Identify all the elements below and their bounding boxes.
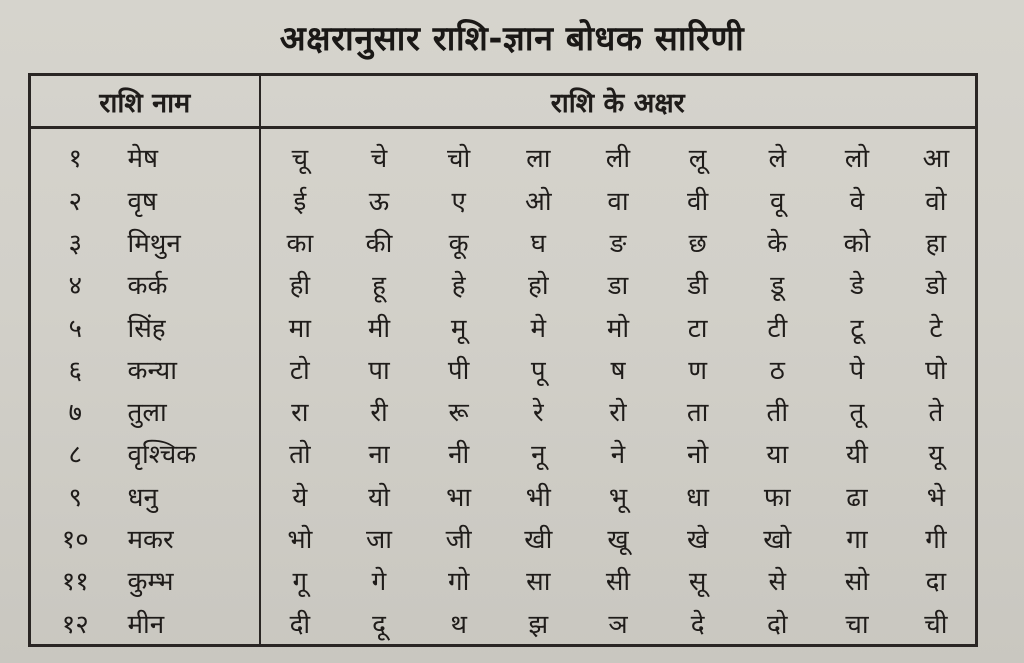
rashi-letter: सो [844,567,870,598]
rashi-letter: चा [845,609,869,640]
rashi-letter: फा [763,482,791,513]
rashi-letter: ते [928,398,944,429]
rashi-letter: पी [447,355,470,386]
header-rashi-letters: राशि के अक्षर [260,75,977,128]
rashi-name: सिंह [120,305,260,347]
rashi-letter: पा [368,355,390,386]
rashi-letter: डी [687,271,708,302]
rashi-letter: भी [525,482,551,513]
rashi-letter: गो [447,567,470,598]
rashi-letter: खे [686,524,709,555]
rashi-letter: पू [530,355,546,386]
rashi-letter: रा [291,398,309,429]
rashi-name: धनु [120,475,260,517]
rashi-letter: ही [289,271,311,302]
rashi-number: ५ [68,313,83,344]
rashi-letter: को [843,229,871,260]
rashi-number: ४ [68,271,83,302]
rashi-letter: ओ [525,186,552,217]
rashi-letter: तो [289,440,311,471]
rashi-letter: के [767,229,788,260]
rashi-letter: सी [605,567,631,598]
rashi-letter: दू [372,609,386,640]
rashi-letter: जी [445,524,472,555]
rashi-letter: ढा [846,482,868,513]
rashi-letter: चू [291,143,309,174]
rashi-name: मकर [120,517,260,559]
rashi-name: कुम्भ [120,559,260,601]
rashi-letter: पो [925,355,947,386]
rashi-letter: दी [289,609,311,640]
rashi-letter: वू [770,186,785,217]
rashi-name: कर्क [120,263,260,305]
rashi-letter: डे [849,271,864,302]
rashi-letter: यी [846,440,868,471]
rashi-letter: भा [446,482,472,513]
rashi-letter: हे [451,271,466,302]
rashi-name: मेष [120,128,260,179]
rashi-letter: ठ [769,355,785,386]
rashi-letter: रे [532,398,544,429]
rashi-letter: का [286,229,314,260]
rashi-name: मीन [120,601,260,645]
rashi-letter: जा [365,524,393,555]
rashi-letter-table [28,73,978,647]
rashi-letter: धा [686,482,709,513]
rashi-letter: नो [687,440,709,471]
rashi-name: वृश्चिक [120,432,260,474]
rashi-letter: डू [770,271,785,302]
page-title: अक्षरानुसार राशि-ज्ञान बोधक सारिणी [279,19,745,59]
rashi-letter: डो [925,271,947,302]
rashi-number: १ [68,143,83,174]
table-row [30,517,977,559]
rashi-number: १० [61,524,89,555]
rashi-letter: लो [844,143,870,174]
rashi-letter: ङ [609,229,627,260]
rashi-letter: पे [849,355,865,386]
rashi-letter: वी [687,186,709,217]
rashi-letter: या [766,440,789,471]
rashi-letter: रू [448,398,469,429]
rashi-letter: खू [607,524,629,555]
rashi-letter: टो [289,355,310,386]
rashi-letter: रो [609,398,627,429]
rashi-number: २ [68,186,83,217]
rashi-letter: सा [526,567,551,598]
rashi-letter: गे [371,567,387,598]
table-row [30,305,977,347]
rashi-letter: वे [849,186,865,217]
rashi-letter: ला [526,143,551,174]
rashi-letter: ची [924,609,948,640]
rashi-letter: गू [292,567,308,598]
rashi-letter: ए [451,186,466,217]
rashi-letter: हा [925,229,947,260]
rashi-letter: मे [530,313,547,344]
rashi-letter: मू [450,313,467,344]
rashi-letter: नू [531,440,546,471]
rashi-letter: नी [448,440,470,471]
rashi-letter: भू [608,482,628,513]
rashi-letter: ऊ [368,186,390,217]
rashi-letter: लू [688,143,707,174]
rashi-letter: हू [372,271,386,302]
rashi-letter: यो [368,482,390,513]
header-rashi-name: राशि नाम [30,75,260,128]
rashi-letter: गी [925,524,947,555]
rashi-letter: यू [928,440,944,471]
table-row [30,390,977,432]
rashi-number: ११ [61,567,89,598]
rashi-letter: झ [528,609,549,640]
rashi-letter: वो [925,186,947,217]
table-row [30,263,977,305]
rashi-letter: खो [763,524,792,555]
rashi-letter: की [365,229,393,260]
table-row [30,601,977,645]
rashi-letter: तू [849,398,865,429]
rashi-number: ७ [68,398,83,429]
table-row [30,128,977,179]
rashi-letter: ता [686,398,709,429]
rashi-number: ९ [68,482,83,513]
rashi-letter: गा [846,524,868,555]
table-row [30,221,977,263]
rashi-number: ८ [68,440,83,471]
table-row [30,179,977,221]
rashi-letter: कू [448,229,469,260]
rashi-letter: री [370,398,388,429]
rashi-letter: ई [293,186,307,217]
rashi-letter: टा [687,313,708,344]
rashi-letter: ती [766,398,789,429]
rashi-letter: हो [528,271,549,302]
table-row [30,475,977,517]
rashi-letter: ली [605,143,631,174]
rashi-letter: मो [606,313,630,344]
rashi-name: कन्या [120,348,260,390]
rashi-letter: मी [367,313,391,344]
rashi-letter: दा [925,567,947,598]
rashi-letter: ष [610,355,626,386]
rashi-letter: घ [530,229,546,260]
rashi-number: ३ [68,229,83,260]
rashi-letter: थ [450,609,467,640]
rashi-letter: खी [524,524,553,555]
rashi-letter: वा [607,186,629,217]
rashi-name: तुला [120,390,260,432]
table-row [30,432,977,474]
rashi-letter: मा [288,313,311,344]
rashi-letter: भे [926,482,946,513]
rashi-letter: टी [767,313,788,344]
rashi-letter: ना [368,440,390,471]
table-row [30,348,977,390]
rashi-letter: छ [688,229,707,260]
table-row [30,559,977,601]
rashi-name: वृष [120,179,260,221]
rashi-letter: चे [370,143,388,174]
table-header-row [30,75,977,128]
rashi-letter: दो [767,609,788,640]
rashi-letter: दे [690,609,705,640]
rashi-letter: ञ [608,609,628,640]
rashi-letter: सू [688,567,707,598]
rashi-letter: भो [287,524,313,555]
rashi-letter: टू [850,313,864,344]
rashi-letter: ये [292,482,308,513]
rashi-number: १२ [61,609,89,640]
rashi-letter: डा [607,271,629,302]
rashi-name: मिथुन [120,221,260,263]
rashi-letter: ने [610,440,626,471]
rashi-letter: ण [688,355,708,386]
rashi-number: ६ [68,355,83,386]
rashi-letter: टे [929,313,943,344]
rashi-letter: से [768,567,787,598]
rashi-letter: ले [768,143,787,174]
rashi-letter: चो [447,143,471,174]
rashi-letter: आ [922,143,950,174]
